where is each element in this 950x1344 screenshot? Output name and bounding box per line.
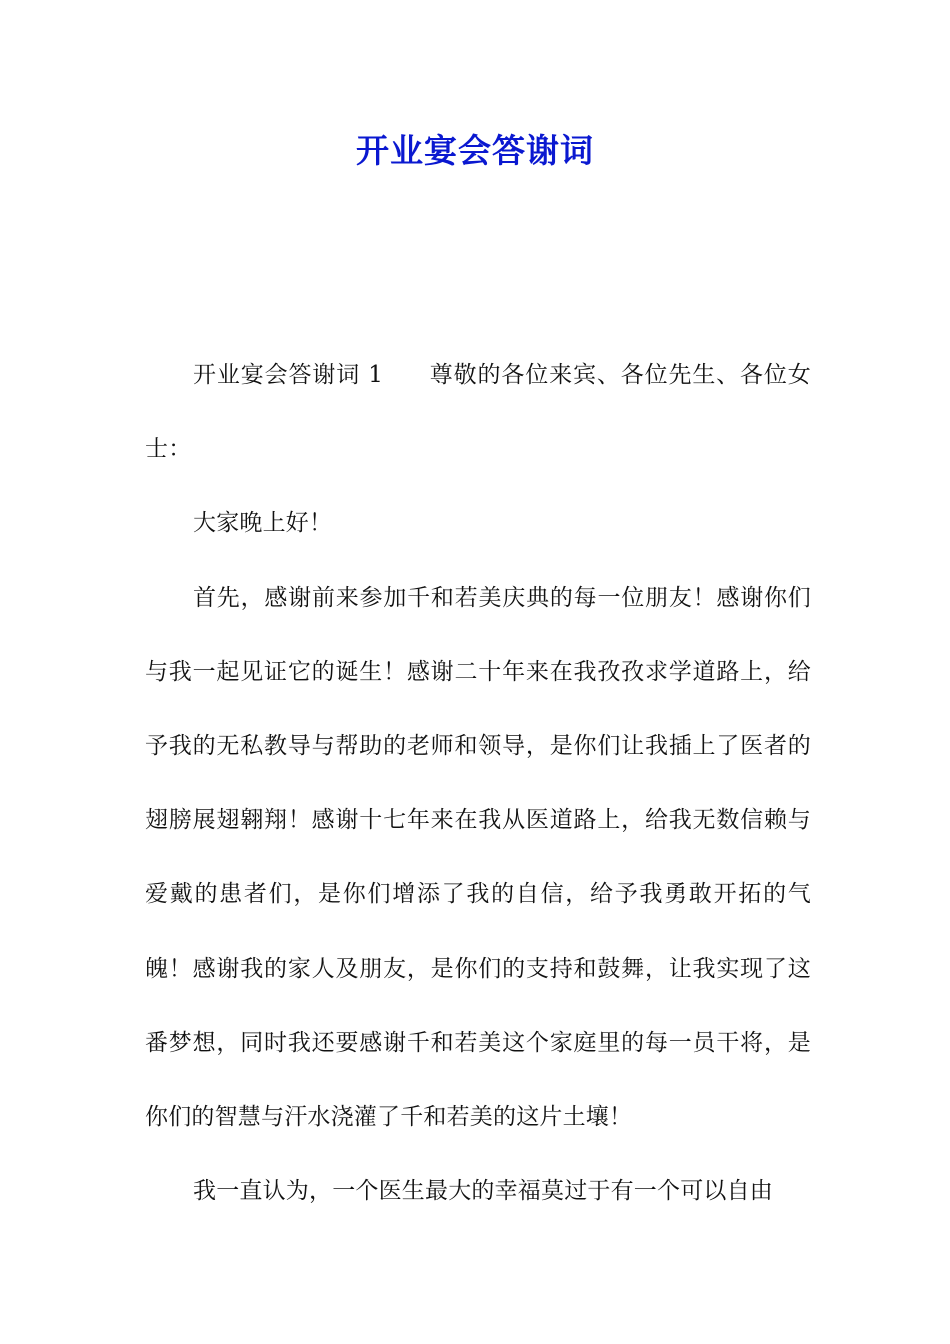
paragraph-1	[145, 338, 811, 486]
paragraph-3: 首先，感谢前来参加千和若美庆典的每一位朋友！感谢你们与我一起见证它的诞生！感谢二十年来在我孜孜求学道路上，给予我的无私教导与帮助的老师和领导，是你们让我插上了医者的翅膀展翅翱翔！感谢十七年来在我从医道路上，给我无数信赖与爱戴的患者们，是你们增添了我的自信，给予我勇敢开拓的气魄！感谢我的家人及朋友，是你们的支持和鼓舞，让我实现了这番梦想，同时我还要感谢千和若美这个家庭里的每一员干将，是你们的智慧与汗水浇灌了千和若美的这片土壤！	[145, 584, 811, 1131]
document-body	[145, 338, 811, 1228]
paragraph-4: 我一直认为，一个医生最大的幸福莫过于有一个可以自由	[193, 1178, 773, 1205]
paragraph-2: 大家晚上好！	[193, 510, 333, 537]
document-title: 开业宴会答谢词	[356, 131, 594, 170]
paragraph-1-text: 尊敬的各位来宾、各位先生、各位女士：	[145, 362, 811, 463]
paragraph-1-heading: 开业宴会答谢词 1	[193, 362, 384, 388]
